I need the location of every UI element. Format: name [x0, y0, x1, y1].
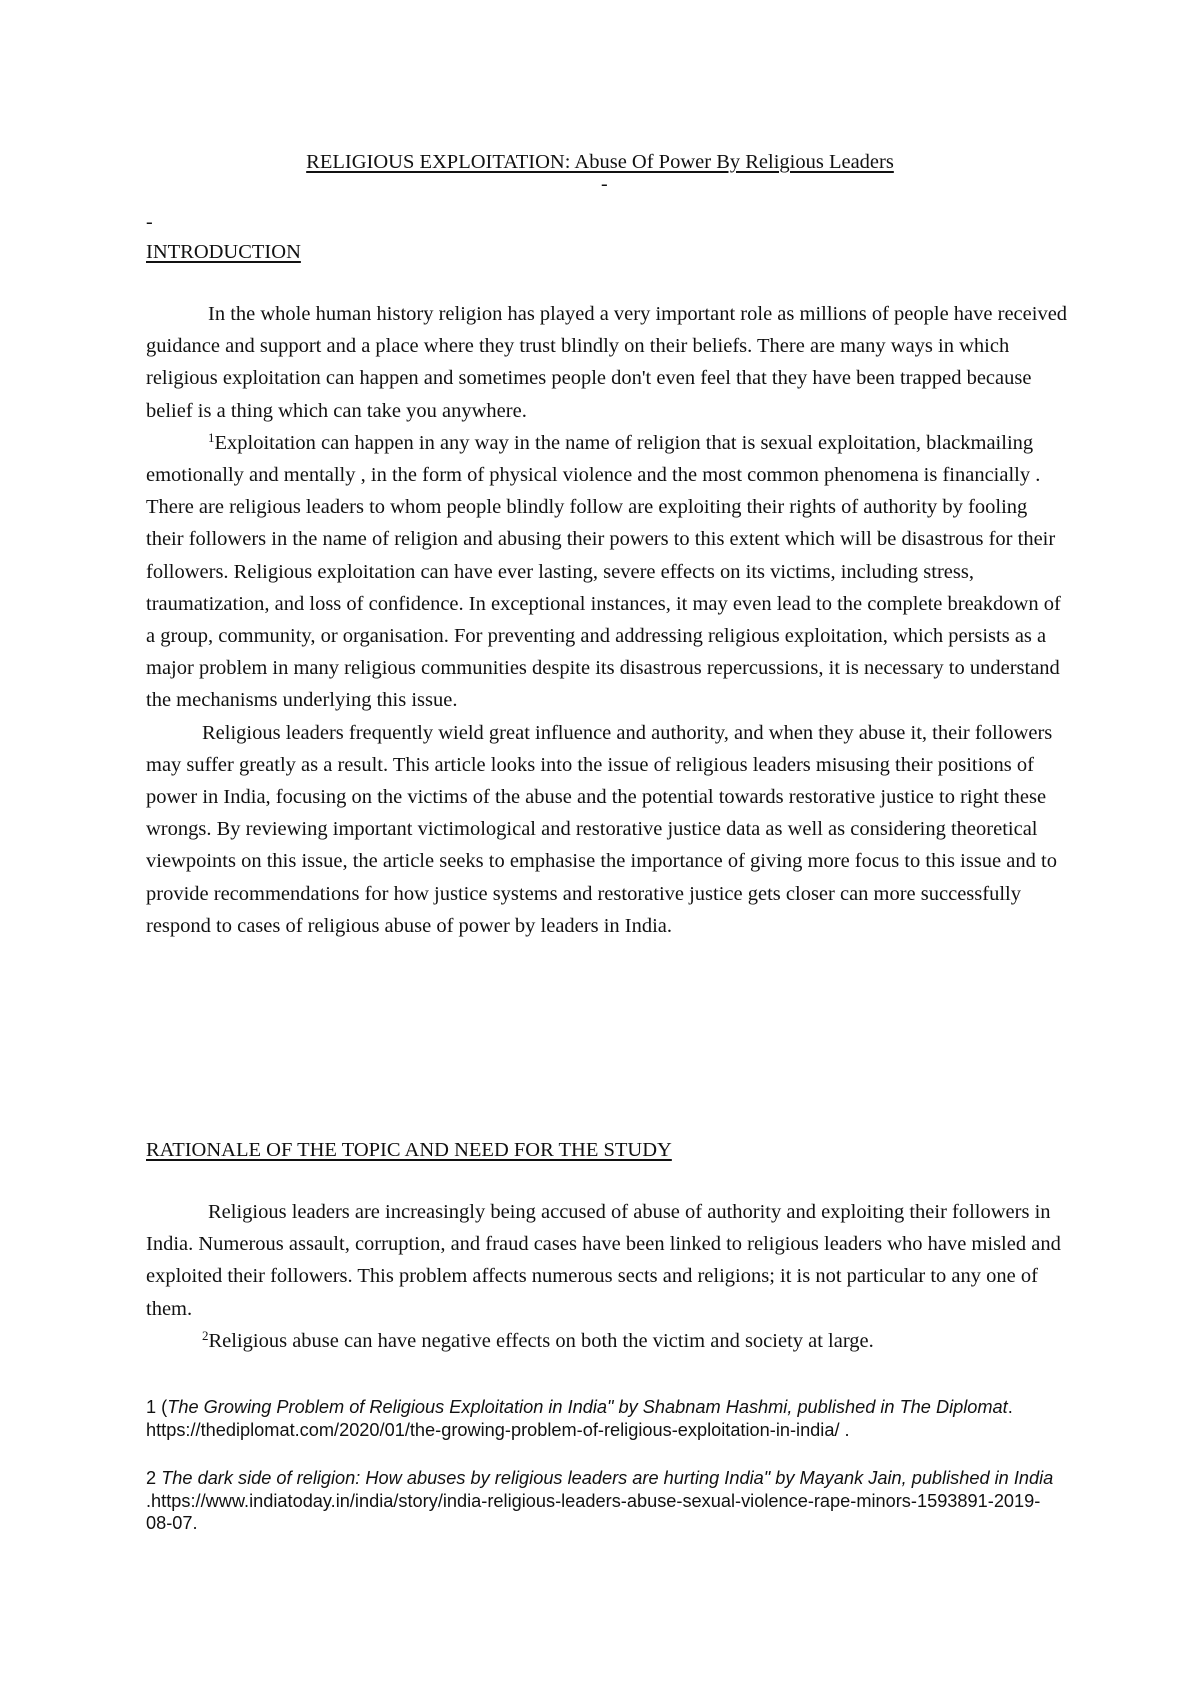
footnote-source-title: The Growing Problem of Religious Exploitation in India" by Shabnam Hashmi, published in The Diplomat: [167, 1397, 1008, 1417]
document-title: RELIGIOUS EXPLOITATION: Abuse Of Power By Religious Leaders: [306, 151, 894, 173]
footnote-source-title: The dark side of religion: How abuses by religious leaders are hurting India" by Mayank Jain, published in India: [161, 1468, 1054, 1488]
footnote-open: (: [156, 1397, 168, 1417]
paragraph: [146, 1325, 1068, 1357]
paragraph: Religious leaders are increasingly being accused of abuse of authority and exploiting their followers in India. Numerous assault, corruption, and fraud cases have been linked to religious leaders who have misled and exploited their followers. This problem affects numerous sects and religions; it is not particular to any one of them.: [146, 1201, 1061, 1320]
section-heading-introduction: INTRODUCTION: [146, 241, 301, 263]
rationale-body: [146, 1196, 1068, 1357]
footnote-link-text: . https://thediplomat.com/2020/01/the-growing-problem-of-religious-exploitation-in-india/ .: [146, 1397, 1013, 1440]
paragraph-text: Religious abuse can have negative effects on both the victim and society at large.: [208, 1329, 874, 1352]
footnote-reference: 1: [208, 429, 215, 445]
section-heading-rationale: RATIONALE OF THE TOPIC AND NEED FOR THE STUDY: [146, 1139, 672, 1161]
paragraph-text: Exploitation can happen in any way in the name of religion that is sexual exploitation, blackmailing emotionally and mentally , in the form of physical violence and the most common phenomena is financially . There are religious leaders to whom people blindly follow are exploiting their rights of authority by fooling their followers in the name of religion and abusing their powers to this extent which will be disastrous for their followers. Religious exploitation can have ever lasting, severe effects on its victims, including stress, traumatization, and loss of confidence. In exceptional instances, it may even lead to the complete breakdown of a group, community, or organisation. For preventing and addressing religious exploitation, which persists as a major problem in many religious communities despite its disastrous repercussions, it is necessary to understand the mechanisms underlying this issue.: [146, 431, 1061, 712]
footnote-reference: 2: [202, 1327, 209, 1343]
separator-dash: -: [601, 173, 608, 195]
paragraph: Religious leaders frequently wield great influence and authority, and when they abuse it, their followers may suffer greatly as a result. This article looks into the issue of religious leaders misusing their positions of power in India, focusing on the victims of the abuse and the potential towards restorative justice to right these wrongs. By reviewing important victimological and restorative justice data as well as considering theoretical viewpoints on this issue, the article seeks to emphasise the importance of giving more focus to this issue and to provide recommendations for how justice systems and restorative justice gets closer can more successfully respond to cases of religious abuse of power by leaders in India.: [146, 721, 1057, 937]
footnote-link-text: .https://www.indiatoday.in/india/story/india-religious-leaders-abuse-sexual-violence-rape-minors-1593891-2019-08-07.: [146, 1490, 1041, 1533]
separator-dash: -: [146, 211, 153, 233]
introduction-body: [146, 298, 1068, 942]
footnotes: [146, 1396, 1066, 1561]
footnote-number: 1: [146, 1397, 157, 1417]
footnote-number: 2: [146, 1468, 157, 1488]
footnote: [146, 1467, 1066, 1535]
footnote: [146, 1396, 1066, 1441]
paragraph: In the whole human history religion has played a very important role as millions of people have received guidance and support and a place where they trust blindly on their beliefs. There are many ways in which religious exploitation can happen and sometimes people don't even feel that they have been trapped because belief is a thing which can take you anywhere.: [146, 303, 1068, 422]
paragraph: [146, 427, 1068, 717]
